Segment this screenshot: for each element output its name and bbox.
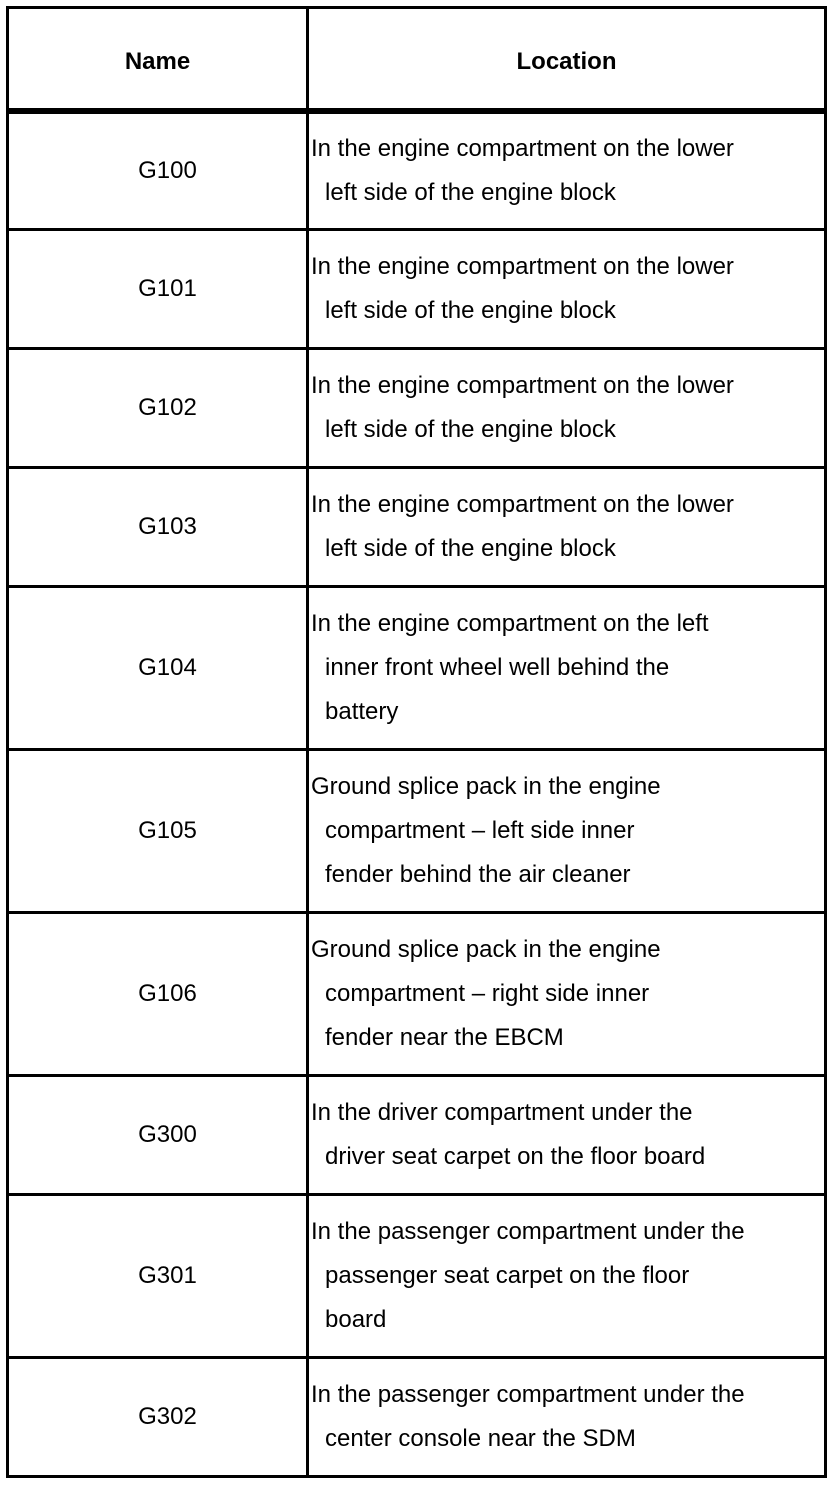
table-row [8, 1358, 826, 1477]
table-header-row [8, 8, 826, 111]
ground-location-cell [308, 1195, 826, 1358]
ground-name-cell: G106 [8, 913, 308, 1076]
column-header-name: Name [8, 8, 308, 111]
location-text-line: In the driver compartment under the [311, 1099, 693, 1126]
ground-name-cell: G101 [8, 230, 308, 349]
table-row [8, 349, 826, 468]
location-text-line: inner front wheel well behind the [325, 654, 670, 681]
location-text-line: Ground splice pack in the engine [311, 936, 661, 963]
location-text-line: In the engine compartment on the lower [311, 372, 734, 399]
table-body [8, 111, 826, 1477]
location-text-line: driver seat carpet on the floor board [325, 1143, 706, 1170]
location-text-line: In the engine compartment on the lower [311, 253, 734, 280]
table-row [8, 111, 826, 230]
location-text-line: passenger seat carpet on the floor [325, 1262, 690, 1289]
location-text-line: compartment – right side inner [325, 980, 650, 1007]
ground-location-cell [308, 1358, 826, 1477]
ground-name-cell: G301 [8, 1195, 308, 1358]
ground-location-cell [308, 230, 826, 349]
location-text-line: In the engine compartment on the left [311, 610, 709, 637]
table-row [8, 468, 826, 587]
ground-location-cell [308, 750, 826, 913]
table-row [8, 913, 826, 1076]
location-text-line: board [325, 1306, 387, 1333]
location-text-line: fender near the EBCM [325, 1024, 564, 1051]
ground-location-cell [308, 468, 826, 587]
ground-name-cell: G105 [8, 750, 308, 913]
column-header-location: Location [308, 8, 826, 111]
location-text-line: center console near the SDM [325, 1425, 636, 1452]
table-row [8, 1076, 826, 1195]
location-text-line: left side of the engine block [325, 416, 616, 443]
table-row [8, 230, 826, 349]
ground-name-cell: G104 [8, 587, 308, 750]
location-text-line: left side of the engine block [325, 178, 616, 206]
location-text-line: fender behind the air cleaner [325, 861, 631, 888]
location-text-line: In the engine compartment on the lower [311, 134, 734, 162]
location-text-line: compartment – left side inner [325, 817, 635, 844]
ground-name-cell: G102 [8, 349, 308, 468]
ground-name-cell: G100 [8, 111, 308, 230]
location-text-line: In the engine compartment on the lower [311, 491, 734, 518]
location-text-line: Ground splice pack in the engine [311, 773, 661, 800]
ground-location-cell [308, 1076, 826, 1195]
ground-location-cell [308, 111, 826, 230]
ground-name-cell: G103 [8, 468, 308, 587]
location-text-line: In the passenger compartment under the [311, 1381, 745, 1408]
location-text-line: left side of the engine block [325, 297, 616, 324]
ground-name-cell: G300 [8, 1076, 308, 1195]
ground-location-cell [308, 913, 826, 1076]
table-row [8, 1195, 826, 1358]
location-text-line: In the passenger compartment under the [311, 1218, 745, 1245]
location-text-line: battery [325, 698, 399, 725]
table-row [8, 750, 826, 913]
ground-locations-table [6, 6, 827, 1478]
location-text-line: left side of the engine block [325, 535, 616, 562]
table-row [8, 587, 826, 750]
ground-name-cell: G302 [8, 1358, 308, 1477]
ground-location-cell [308, 349, 826, 468]
ground-location-cell [308, 587, 826, 750]
